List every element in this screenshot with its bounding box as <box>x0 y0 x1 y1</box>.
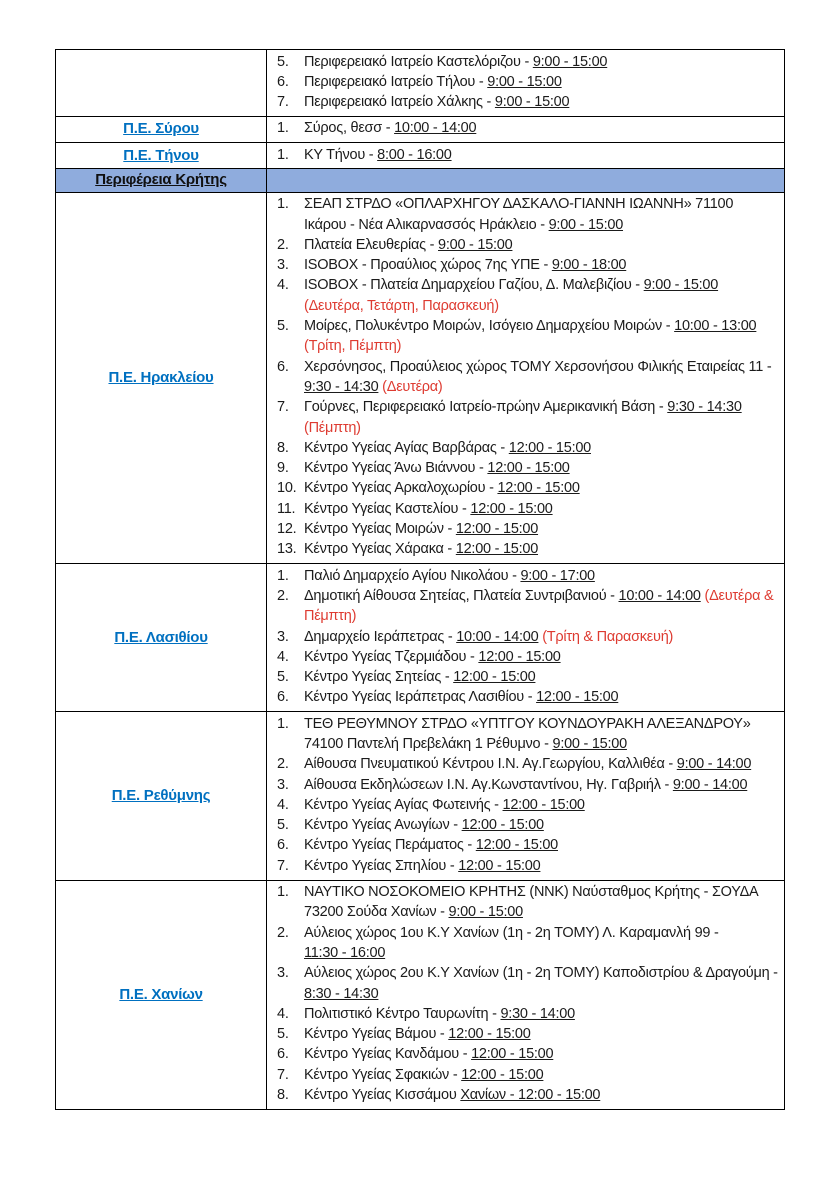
location-text: Σύρος, θεσσ - <box>304 120 395 137</box>
item-number: 5. <box>277 817 289 834</box>
time-range: 12:00 - 15:00 <box>461 817 544 834</box>
item-number: 3. <box>277 628 289 645</box>
location-text: ISOBOX - Πλατεία Δημαρχείου Γαζίου, Δ. Μαλεβιζίου - <box>304 277 644 294</box>
day-note: (Πέμπτη) <box>304 419 361 436</box>
item-number: 2. <box>277 236 289 253</box>
location-text: Κέντρο Υγείας Σπηλίου - <box>304 857 459 874</box>
item-text <box>304 923 780 964</box>
list-item <box>276 499 780 519</box>
list-item <box>276 566 780 586</box>
time-range: 12:00 - 15:00 <box>458 857 541 874</box>
list-item <box>276 714 780 755</box>
item-text <box>304 235 780 255</box>
day-note: (Δευτέρα & Πέμπτη) <box>304 587 774 625</box>
item-number: 5. <box>277 1026 289 1043</box>
list-item <box>276 882 780 923</box>
region-label-cell <box>56 169 267 191</box>
list-item <box>276 667 780 687</box>
item-number: 1. <box>277 884 289 901</box>
vaccination-schedule-table <box>55 49 785 1110</box>
list-item <box>276 194 780 235</box>
location-text: Κέντρο Υγείας Περάματος - <box>304 837 476 854</box>
time-range: 9:00 - 15:00 <box>487 73 562 90</box>
time-range: 9:30 - 14:30 <box>667 399 742 416</box>
location-text: Κέντρο Υγείας Αγίας Φωτεινής - <box>304 796 503 813</box>
day-note: (Τρίτη, Πέμπτη) <box>304 338 402 355</box>
list-item <box>276 835 780 855</box>
location-text: ΚΥ Τήνου - <box>304 146 378 163</box>
time-range: 12:00 - 15:00 <box>448 1026 531 1043</box>
item-text <box>304 687 780 707</box>
region-label-cell <box>56 564 267 711</box>
location-text: Δημοτική Αίθουσα Σητείας, Πλατεία Συντριβανιού - <box>304 587 619 604</box>
list-item <box>276 539 780 559</box>
time-range: 12:00 - 15:00 <box>475 837 558 854</box>
item-number: 4. <box>277 796 289 813</box>
item-text <box>304 52 780 72</box>
item-text <box>304 1024 780 1044</box>
item-text <box>304 647 780 667</box>
time-range: 12:00 - 15:00 <box>461 1066 544 1083</box>
location-text: Μοίρες, Πολυκέντρο Μοιρών, Ισόγειο Δημαρχείου Μοιρών - <box>304 318 675 335</box>
time-range: 11:30 - 16:00 <box>304 944 386 961</box>
location-text: Δημαρχείο Ιεράπετρας - <box>304 628 457 645</box>
location-text: Κέντρο Υγείας Βάμου - <box>304 1026 449 1043</box>
location-text: Αύλειος χώρος 1ου Κ.Υ Χανίων (1η - 2η ΤΟΜΥ) Λ. Καραμανλή 99 - <box>304 924 719 941</box>
locations-cell <box>267 712 784 879</box>
day-note: (Τρίτη & Παρασκευή) <box>538 628 674 645</box>
list-item <box>276 52 780 72</box>
locations-cell <box>267 564 784 711</box>
item-text <box>304 1044 780 1064</box>
item-number: 11. <box>277 500 296 517</box>
item-number: 7. <box>277 94 289 111</box>
time-range: 12:00 - 15:00 <box>536 689 619 706</box>
list-item <box>276 815 780 835</box>
list-item <box>276 316 780 357</box>
location-text: Αύλειος χώρος 2ου Κ.Υ Χανίων (1η - 2η ΤΟΜΥ) Καποδιστρίου & Δραγούμη - <box>304 965 778 982</box>
region-label-cell <box>56 117 267 142</box>
location-text: Κέντρο Υγείας Άνω Βιάννου - <box>304 460 488 477</box>
item-number: 8. <box>277 439 289 456</box>
item-number: 6. <box>277 689 289 706</box>
item-text <box>304 835 780 855</box>
time-range: 9:00 - 15:00 <box>548 216 624 233</box>
item-text <box>304 1085 780 1105</box>
location-text: Περιφερειακό Ιατρείο Καστελόριζου - <box>304 53 533 70</box>
region-link[interactable]: Π.Ε. Ρεθύμνης <box>111 786 211 804</box>
region-header-row <box>56 168 784 191</box>
region-link[interactable]: Π.Ε. Τήνου <box>123 146 199 164</box>
item-text <box>304 438 780 458</box>
time-range: 9:00 - 15:00 <box>494 94 570 111</box>
location-text: Κέντρο Υγείας Μοιρών - <box>304 521 456 538</box>
item-number: 6. <box>277 837 289 854</box>
location-text: Κέντρο Υγείας Κανδάμου - <box>304 1046 472 1063</box>
item-text <box>304 72 780 92</box>
location-text: Κέντρο Υγείας Τζερμιάδου - <box>304 648 479 665</box>
item-number: 5. <box>277 53 289 70</box>
item-number: 12. <box>277 521 297 538</box>
time-range: Χανίων - 12:00 - 15:00 <box>460 1087 601 1104</box>
list-item <box>276 235 780 255</box>
time-range: 10:00 - 13:00 <box>674 318 757 335</box>
item-text <box>304 882 780 923</box>
item-number: 4. <box>277 277 289 294</box>
time-range: 12:00 - 15:00 <box>471 1046 554 1063</box>
location-text: Κέντρο Υγείας Σφακιών - <box>304 1066 462 1083</box>
item-text <box>304 566 780 586</box>
list-item <box>276 963 780 1004</box>
location-text: Γούρνες, Περιφερειακό Ιατρείο-πρώην Αμερικανική Βάση - <box>304 399 668 416</box>
list-item <box>276 118 780 138</box>
item-text <box>304 667 780 687</box>
time-range: 9:00 - 14:00 <box>672 776 748 793</box>
item-text <box>304 118 780 138</box>
region-label-cell <box>56 143 267 168</box>
item-number: 3. <box>277 776 289 793</box>
table-row <box>56 711 784 879</box>
item-number: 8. <box>277 1087 289 1104</box>
time-range: 9:00 - 15:00 <box>643 277 719 294</box>
item-number: 1. <box>277 196 289 213</box>
item-text <box>304 275 780 316</box>
item-text <box>304 815 780 835</box>
item-text <box>304 519 780 539</box>
time-range: 9:00 - 15:00 <box>448 904 523 921</box>
list-item <box>276 519 780 539</box>
list-item <box>276 1004 780 1024</box>
time-range: 12:00 - 15:00 <box>470 500 553 517</box>
time-range: 9:00 - 17:00 <box>520 567 595 584</box>
locations-cell <box>267 881 784 1109</box>
item-text <box>304 145 780 165</box>
location-text: Αίθουσα Εκδηλώσεων Ι.Ν. Αγ.Κωνσταντίνου, Ηγ. Γαβριήλ - <box>304 776 673 793</box>
region-label-cell <box>56 712 267 879</box>
list-item <box>276 275 780 316</box>
day-note: (Δευτέρα) <box>378 378 443 395</box>
item-text <box>304 357 780 398</box>
location-text: Παλιό Δημαρχείο Αγίου Νικολάου - <box>304 567 521 584</box>
item-number: 2. <box>277 756 289 773</box>
location-text: ISOBOX - Προαύλιος χώρος 7ης ΥΠΕ - <box>304 257 552 274</box>
item-text <box>304 316 780 357</box>
list-item <box>276 775 780 795</box>
time-range: 9:00 - 14:00 <box>676 756 752 773</box>
time-range: 10:00 - 14:00 <box>618 587 701 604</box>
item-text <box>304 775 780 795</box>
table-row <box>56 192 784 563</box>
item-text <box>304 539 780 559</box>
list-item <box>276 856 780 876</box>
list-item <box>276 1024 780 1044</box>
item-number: 2. <box>277 924 289 941</box>
time-range: 8:00 - 16:00 <box>377 146 452 163</box>
item-number: 5. <box>277 669 289 686</box>
region-link[interactable]: Π.Ε. Σύρου <box>123 120 199 138</box>
list-item <box>276 357 780 398</box>
day-note: (Δευτέρα, Τετάρτη, Παρασκευή) <box>304 297 499 314</box>
list-item <box>276 1085 780 1105</box>
location-text: Χερσόνησος, Προαύλειος χώρος ΤΟΜΥ Χερσονήσου Φιλικής Εταιρείας 11 - <box>304 358 772 375</box>
list-item <box>276 92 780 112</box>
table-row <box>56 142 784 168</box>
item-number: 13. <box>277 541 297 558</box>
time-range: 12:00 - 15:00 <box>502 796 585 813</box>
list-item <box>276 754 780 774</box>
location-text: Πολιτιστικό Κέντρο Ταυρωνίτη - <box>304 1005 501 1022</box>
location-text: Κέντρο Υγείας Σητείας - <box>304 669 454 686</box>
locations-cell <box>267 50 784 116</box>
item-number: 7. <box>277 399 289 416</box>
locations-cell <box>267 193 784 563</box>
time-range: 9:00 - 18:00 <box>551 257 627 274</box>
list-item <box>276 438 780 458</box>
item-text <box>304 458 780 478</box>
item-text <box>304 92 780 112</box>
list-item <box>276 647 780 667</box>
location-text: ΣΕΑΠ ΣΤΡΔΟ «ΟΠΛΑΡΧΗΓΟΥ ΔΑΣΚΑΛΟ-ΓΙΑΝΝΗ ΙΩΑΝΝΗ» 71100 Ικάρου - Νέα Αλικαρνασσός Ηράκλειο - <box>304 196 734 233</box>
item-text <box>304 397 780 438</box>
item-number: 6. <box>277 358 289 375</box>
region-label-cell <box>56 50 267 116</box>
time-range: 10:00 - 14:00 <box>456 628 539 645</box>
item-text <box>304 194 780 235</box>
location-text: Κέντρο Υγείας Ανωγίων - <box>304 817 462 834</box>
item-number: 10. <box>277 480 297 497</box>
locations-cell <box>267 169 784 191</box>
location-text: Κέντρο Υγείας Κισσάμου <box>304 1087 461 1104</box>
location-text: Αίθουσα Πνευματικού Κέντρου Ι.Ν. Αγ.Γεωργίου, Καλλιθέα - <box>304 756 677 773</box>
region-link[interactable]: Π.Ε. Χανίων <box>119 985 203 1003</box>
item-text <box>304 856 780 876</box>
item-text <box>304 1004 780 1024</box>
list-item <box>276 1065 780 1085</box>
location-text: Κέντρο Υγείας Αγίας Βαρβάρας - <box>304 439 509 456</box>
item-number: 3. <box>277 965 289 982</box>
item-text <box>304 1065 780 1085</box>
item-number: 1. <box>277 567 289 584</box>
location-text: Κέντρο Υγείας Καστελίου - <box>304 500 471 517</box>
item-number: 6. <box>277 1046 289 1063</box>
table-row <box>56 50 784 116</box>
location-text: Κέντρο Υγείας Χάρακα - <box>304 541 456 558</box>
location-text: ΤΕΘ ΡΕΘΥΜΝΟΥ ΣΤΡΔΟ «ΥΠΤΓΟΥ ΚΟΥΝΔΟΥΡΑΚΗ ΑΛΕΞΑΝΔΡΟΥ» 74100 Παντελή Πρεβελάκη 1 Ρέθυμνο - <box>304 715 751 752</box>
list-item <box>276 923 780 964</box>
item-text <box>304 499 780 519</box>
table-row <box>56 880 784 1109</box>
location-text: Περιφερειακό Ιατρείο Τήλου - <box>304 73 488 90</box>
item-text <box>304 963 780 1004</box>
time-range: 12:00 - 15:00 <box>455 541 539 558</box>
location-text: Περιφερειακό Ιατρείο Χάλκης - <box>304 94 495 111</box>
list-item <box>276 145 780 165</box>
locations-cell <box>267 143 784 168</box>
item-number: 1. <box>277 120 289 137</box>
item-number: 3. <box>277 257 289 274</box>
time-range: 12:00 - 15:00 <box>453 669 536 686</box>
list-item <box>276 255 780 275</box>
item-number: 7. <box>277 1066 289 1083</box>
time-range: 9:00 - 15:00 <box>532 53 608 70</box>
item-number: 4. <box>277 1005 289 1022</box>
table-row <box>56 116 784 142</box>
time-range: 9:00 - 15:00 <box>552 736 627 752</box>
item-number: 1. <box>277 146 289 163</box>
time-range: 9:30 - 14:00 <box>500 1005 575 1022</box>
time-range: 12:00 - 15:00 <box>497 480 580 497</box>
item-number: 2. <box>277 587 289 604</box>
list-item <box>276 586 780 627</box>
list-item <box>276 627 780 647</box>
item-text <box>304 586 780 627</box>
region-label-cell <box>56 193 267 563</box>
item-text <box>304 627 780 647</box>
location-text: Κέντρο Υγείας Ιεράπετρας Λασιθίου - <box>304 689 537 706</box>
item-number: 7. <box>277 857 289 874</box>
time-range: 9:00 - 15:00 <box>438 236 513 253</box>
location-text: Κέντρο Υγείας Αρκαλοχωρίου - <box>304 480 498 497</box>
item-number: 5. <box>277 318 289 335</box>
list-item <box>276 72 780 92</box>
item-text <box>304 795 780 815</box>
time-range: 10:00 - 14:00 <box>394 120 477 137</box>
time-range: 12:00 - 15:00 <box>478 648 561 665</box>
region-group-title: Περιφέρεια Κρήτης <box>95 171 227 189</box>
item-number: 6. <box>277 73 289 90</box>
list-item <box>276 478 780 498</box>
item-number: 9. <box>277 460 289 477</box>
time-range: 12:00 - 15:00 <box>508 439 591 456</box>
time-range: 8:30 - 14:30 <box>304 985 379 1002</box>
list-item <box>276 795 780 815</box>
item-text <box>304 255 780 275</box>
locations-cell <box>267 117 784 142</box>
list-item <box>276 458 780 478</box>
list-item <box>276 397 780 438</box>
item-text <box>304 714 780 755</box>
list-item <box>276 1044 780 1064</box>
time-range: 12:00 - 15:00 <box>487 460 570 477</box>
time-range: 9:30 - 14:30 <box>304 378 379 395</box>
location-text: ΝΑΥΤΙΚΟ ΝΟΣΟΚΟΜΕΙΟ ΚΡΗΤΗΣ (ΝΝΚ) Ναύσταθμος Κρήτης - ΣΟΥΔΑ 73200 Σούδα Χανίων - <box>304 884 758 921</box>
table-row <box>56 563 784 711</box>
item-text <box>304 754 780 774</box>
region-link[interactable]: Π.Ε. Λασιθίου <box>114 628 208 646</box>
time-range: 12:00 - 15:00 <box>455 521 539 538</box>
location-text: Πλατεία Ελευθερίας - <box>304 236 439 253</box>
item-number: 4. <box>277 648 289 665</box>
item-text <box>304 478 780 498</box>
region-label-cell <box>56 881 267 1109</box>
region-link[interactable]: Π.Ε. Ηρακλείου <box>108 368 214 386</box>
list-item <box>276 687 780 707</box>
item-number: 1. <box>277 715 289 732</box>
